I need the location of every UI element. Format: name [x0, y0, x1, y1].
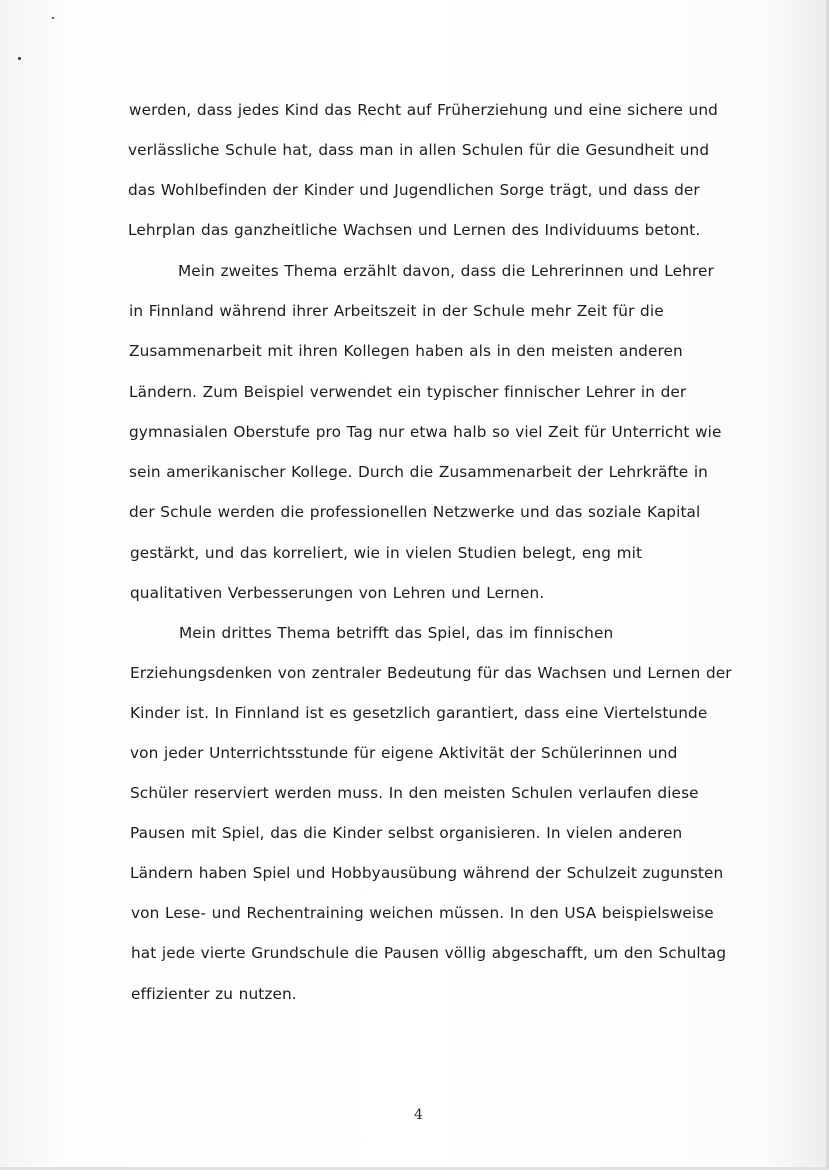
text-line: Pausen mit Spiel, das die Kinder selbst organisieren. In vielen anderen: [130, 824, 683, 842]
text-line: verlässliche Schule hat, dass man in allen Schulen für die Gesundheit und: [128, 141, 710, 159]
text-line: werden, dass jedes Kind das Recht auf Früherziehung und eine sichere und: [129, 101, 718, 119]
scan-speck: [52, 17, 54, 19]
text-line: Kinder ist. In Finnland ist es gesetzlich garantiert, dass eine Viertelstunde: [130, 704, 708, 722]
text-line: der Schule werden die professionellen Netzwerke und das soziale Kapital: [129, 503, 701, 521]
text-line: Ländern haben Spiel und Hobbyausübung während der Schulzeit zugunsten: [130, 864, 724, 882]
text-line: gestärkt, und das korreliert, wie in vielen Studien belegt, eng mit: [130, 544, 643, 562]
text-line: gymnasialen Oberstufe pro Tag nur etwa halb so viel Zeit für Unterricht wie: [129, 423, 722, 441]
text-line: effizienter zu nutzen.: [131, 985, 297, 1003]
text-line: Ländern. Zum Beispiel verwendet ein typischer finnischer Lehrer in der: [129, 383, 687, 401]
text-line: in Finnland während ihrer Arbeitszeit in der Schule mehr Zeit für die: [129, 302, 664, 320]
scan-speck: [18, 57, 21, 60]
text-line: hat jede vierte Grundschule die Pausen völlig abgeschafft, um den Schultag: [131, 944, 727, 962]
text-line: Mein zweites Thema erzählt davon, dass die Lehrerinnen und Lehrer: [178, 262, 714, 280]
text-line: sein amerikanischer Kollege. Durch die Zusammenarbeit der Lehrkräfte in: [129, 463, 708, 481]
text-line: das Wohlbefinden der Kinder und Jugendlichen Sorge trägt, und dass der: [128, 181, 700, 199]
text-line: Lehrplan das ganzheitliche Wachsen und Lernen des Individuums betont.: [128, 221, 701, 239]
text-line: Zusammenarbeit mit ihren Kollegen haben als in den meisten anderen: [129, 342, 683, 360]
text-line: von Lese- und Rechentraining weichen müssen. In den USA beispielsweise: [131, 904, 714, 922]
text-line: qualitativen Verbesserungen von Lehren und Lernen.: [130, 584, 545, 602]
text-line: Schüler reserviert werden muss. In den meisten Schulen verlaufen diese: [130, 784, 699, 802]
text-line: Erziehungsdenken von zentraler Bedeutung für das Wachsen und Lernen der: [130, 664, 732, 682]
text-line: Mein drittes Thema betrifft das Spiel, das im finnischen: [179, 624, 614, 642]
text-line: von jeder Unterrichtsstunde für eigene Aktivität der Schülerinnen und: [130, 744, 678, 762]
page-number: 4: [414, 1107, 423, 1123]
